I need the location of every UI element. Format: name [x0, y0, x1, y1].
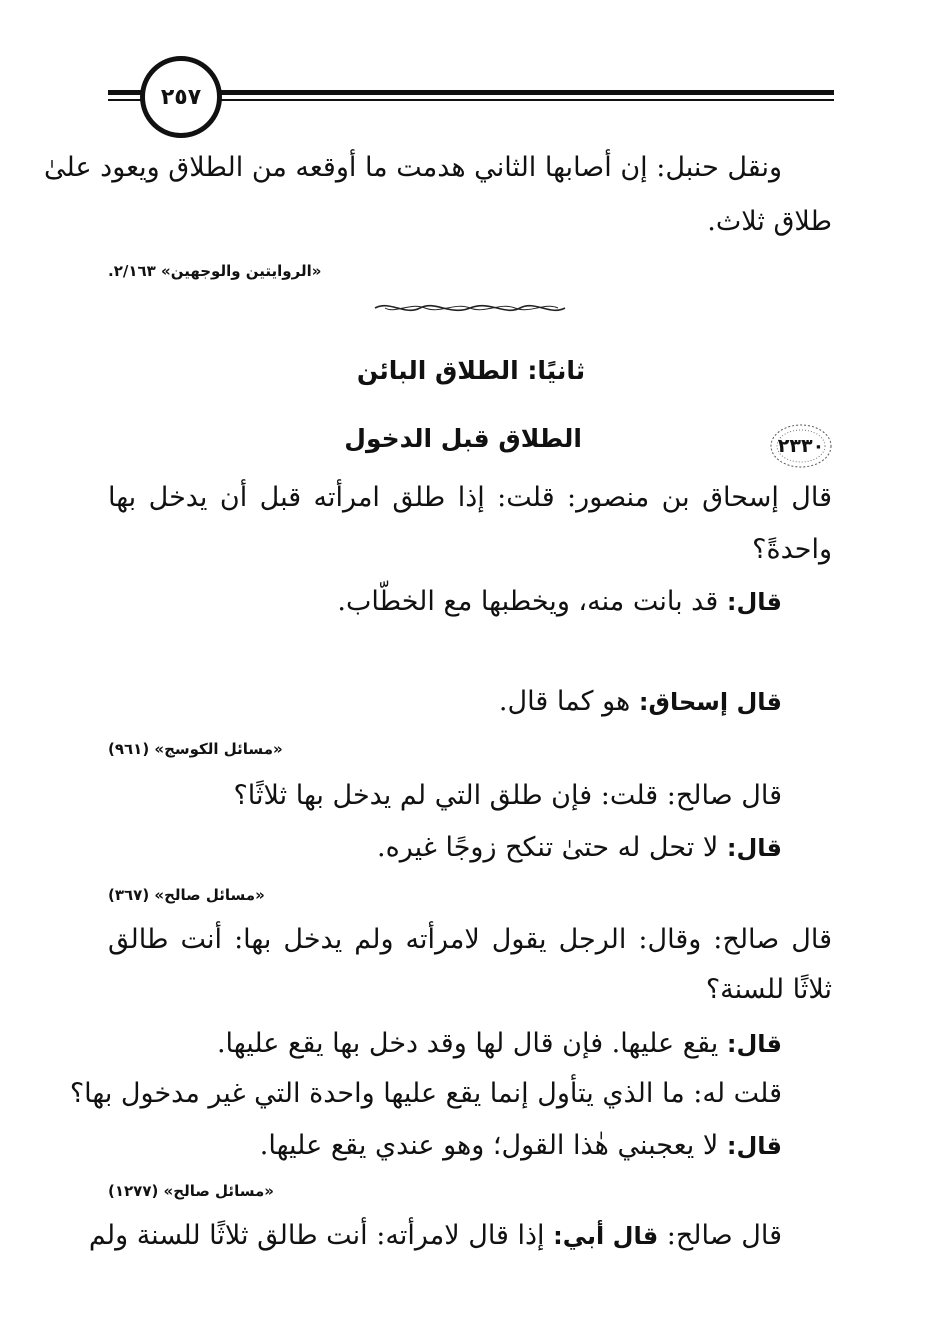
header-rule-thin	[205, 99, 834, 101]
speaker-label: قال:	[726, 1030, 782, 1058]
entry-number: ٢٣٣٠	[777, 435, 825, 457]
paragraph-8: قلت له: ما الذي يتأول إنما يقع عليها واحدة التي غير مدخول بها؟	[69, 1078, 782, 1109]
speaker-label: قال:	[726, 834, 782, 862]
section-title: ثانيًا: الطلاق البائن	[356, 356, 586, 385]
paragraph-7-text: يقع عليها. فإن قال لها وقد دخل بها يقع عليها.	[216, 1028, 727, 1059]
speaker-label: قال:	[726, 588, 782, 616]
paragraph-10	[89, 1216, 782, 1256]
speaker-label: قال أبي:	[553, 1222, 659, 1250]
speaker-label: قال:	[726, 1132, 782, 1160]
source-citation: «مسائل صالح» (٣٦٧)	[108, 886, 265, 904]
paragraph-7	[217, 1024, 782, 1064]
entry-number-badge	[768, 422, 834, 470]
paragraph-2-text: قد بانت منه، ويخطبها مع الخطّاب.	[337, 586, 727, 617]
paragraph-9	[260, 1126, 782, 1166]
paragraph-5-text: لا تحل له حتىٰ تنكح زوجًا غيره.	[377, 832, 727, 863]
speaker-label: قال إسحاق:	[638, 688, 782, 716]
paragraph-10-text: إذا قال لامرأته: أنت طالق ثلاثًا للسنة ولم	[88, 1220, 554, 1251]
paragraph-2	[337, 582, 782, 622]
paragraph-1-line-1: قال إسحاق بن منصور: قلت: إذا طلق امرأته قبل أن يدخل بها	[108, 482, 832, 513]
page-number	[140, 56, 222, 138]
entry-title: الطلاق قبل الدخول	[344, 424, 582, 453]
decorative-ornament-divider	[370, 298, 570, 318]
paragraph-6-line-1: قال صالح: وقال: الرجل يقول لامرأته ولم يدخل بها: أنت طالق	[108, 924, 832, 955]
source-citation: «الروايتين والوجهين» ٢/١٦٣.	[108, 262, 322, 280]
paragraph-10-prefix: قال صالح:	[658, 1220, 782, 1251]
intro-line-2: طلاق ثلاث.	[707, 206, 832, 237]
paragraph-5	[377, 828, 782, 868]
paragraph-3	[499, 682, 782, 722]
source-citation: «مسائل الكوسج» (٩٦١)	[108, 740, 283, 758]
paragraph-9-text: لا يعجبني هٰذا القول؛ وهو عندي يقع عليها.	[259, 1130, 727, 1161]
paragraph-3-text: هو كما قال.	[498, 686, 639, 717]
paragraph-6-line-2: ثلاثًا للسنة؟	[705, 974, 832, 1005]
paragraph-4: قال صالح: قلت: فإن طلق التي لم يدخل بها ثلاثًا؟	[233, 780, 782, 811]
paragraph-1-line-2: واحدةً؟	[752, 534, 832, 565]
source-citation: «مسائل صالح» (١٢٧٧)	[108, 1182, 274, 1200]
header-rule	[205, 90, 834, 95]
page-number-text: ٢٥٧	[160, 84, 202, 110]
intro-line-1: ونقل حنبل: إن أصابها الثاني هدمت ما أوقعه من الطلاق ويعود علىٰ	[44, 152, 782, 183]
